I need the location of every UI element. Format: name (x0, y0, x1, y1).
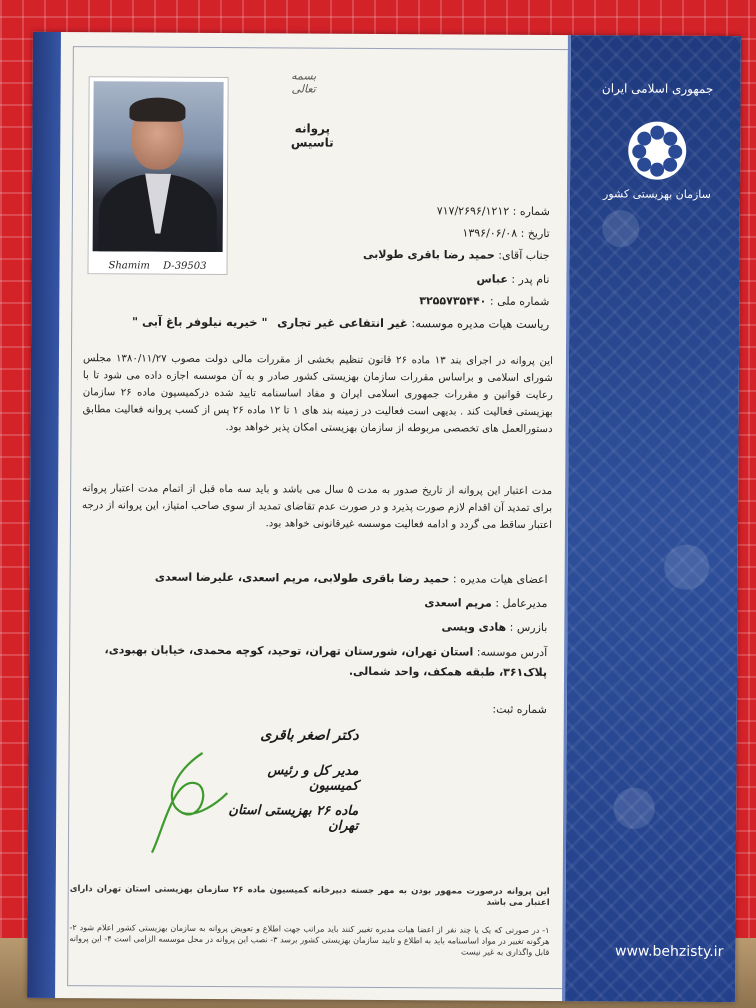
board-label: اعضای هیات مدیره : (452, 572, 548, 587)
board-members: حمید رضا باقری طولابی، مریم اسعدی، علیرضا اسعدی (154, 570, 450, 586)
signatory-office: ماده ۲۶ بهزیستی استان تهران (228, 803, 359, 834)
national-id-row (419, 294, 549, 308)
address-value: استان تهران، شورستان تهران، توحید، کوچه محمدی، خیابان بهبودی، پلاک۳۶۱، طبقه همکف، واحد شمالی. (104, 643, 548, 679)
signatory-title: مدیر کل و رئیس کمیسیون (267, 763, 359, 794)
validity-note: این پروانه درصورت ممهور بودن به مهر جسته دبیرخانه کمیسیون ماده ۲۶ سازمان بهزیستی استان تهران دارای اعتبار می باشد (69, 884, 550, 909)
blue-side-panel (562, 35, 741, 1002)
org-name: " خیریه نیلوفر باغ آبی " (132, 314, 268, 330)
applicant-photo (87, 76, 228, 275)
website-url: www.behzisty.ir (615, 943, 724, 961)
ceo-name: مریم اسعدی (424, 596, 492, 610)
inspector-row (442, 620, 548, 634)
holder-label: جناب آقای: (498, 248, 550, 263)
terms-note: ۱- در صورتی که یک یا چند نفر از اعضا هیات مدیره تغییر کنند باید مراتب جهت اطلاع و تعویض پروانه به سازمان بهزیستی کشور اعلام شود ۲- هرگونه تغییر در مواد اساسنامه باید به اطلاع و تایید سازمان بهزیستی کشور برسد ۳- نصب این پروانه در محل موسسه الزامی است ۴- این پروانه قابل واگذاری به غیر نیست (69, 923, 550, 958)
address-label: آدرس موسسه: (476, 645, 548, 659)
behzisti-logo-icon (626, 119, 688, 181)
document-number: شماره : ۷۱۷/۲۶۹۶/۱۲۱۲ (436, 204, 550, 219)
document-date: تاریخ : ۱۳۹۶/۰۶/۰۸ (462, 226, 550, 241)
father-name-row (477, 273, 550, 286)
father-label: نام پدر : (511, 272, 550, 287)
license-paragraph-1: این پروانه در اجرای بند ۱۳ ماده ۲۶ قانون تنظیم بخشی از مقررات مالی دولت مصوب ۱۳۸۰/۱۱/۲۷ مجلس شورای اسلامی و براساس مقررات سازمان بهزیستی کشور صادر و به آن موسسه اجازه داده می شود تا با رعایت قوانین و مقررات جمهوری اسلامی ایران و مفاد اساسنامه تایید شده درکمیسیون ماده ۲۶ سازمان بهزیستی فعالیت کند . بدیهی است فعالیت در زمینه بند های ۱ تا ۱۲ ماده ۲۶ پس از کسب پروانه فعالیت مطابق دستورالعمل های تخصصی مربوطه از سازمان بهزیستی امکان پذیر خواهد بود. (82, 353, 553, 436)
father-name: عباس (476, 272, 508, 286)
chair-label: ریاست هیات مدیره موسسه: (411, 316, 550, 332)
holder-name-row (363, 248, 550, 262)
chair-row (132, 314, 549, 331)
ceo-label: مدیرعامل : (495, 596, 548, 611)
address-row (71, 640, 547, 683)
license-paragraph-2: مدت اعتبار این پروانه از تاریخ صدور به مدت ۵ سال می باشد و باید سه ماه قبل از اتمام مدت اعتبار پروانه برای تمدید آن اقدام لازم صورت پذیرد و در صورت عدم تقاضای تمدید از سوی صاحب امتیاز، این پروانه از درجه اعتبار ساقط می گردد و ادامه فعالیت موسسه غیرقانونی خواهد بود. (82, 483, 553, 532)
national-id: ۳۲۵۵۷۳۵۴۴۰ (419, 294, 487, 308)
signature-block (228, 723, 359, 874)
photo-studio: Shamim (108, 260, 150, 272)
bismillah-calligraphy: بسمه تعالی (291, 69, 317, 96)
inspector-name: هادی ویسی (441, 620, 507, 634)
registration-number-label: شماره ثبت: (492, 702, 547, 716)
photo-caption (88, 260, 226, 272)
signatory-name: دکتر اصغر باقری (260, 727, 359, 744)
page-title: پروانه تاسیس (290, 121, 334, 150)
portrait (93, 81, 224, 252)
board-row (155, 571, 548, 586)
inspector-label: بازرس : (509, 620, 548, 634)
holder-name: حمید رضا باقری طولابی (362, 247, 495, 262)
country-name: جمهوری اسلامی ایران (601, 81, 714, 97)
certificate-document (27, 32, 741, 1002)
left-blue-edge (27, 32, 61, 998)
org-type: غیر انتفاعی غیر تجاری (277, 315, 408, 331)
green-signature-icon (142, 743, 233, 864)
national-id-label: شماره ملی : (489, 294, 550, 309)
organization-name: سازمان بهزیستی کشور (603, 187, 711, 201)
photo-code: D-39503 (163, 260, 207, 272)
ceo-row (424, 596, 547, 610)
